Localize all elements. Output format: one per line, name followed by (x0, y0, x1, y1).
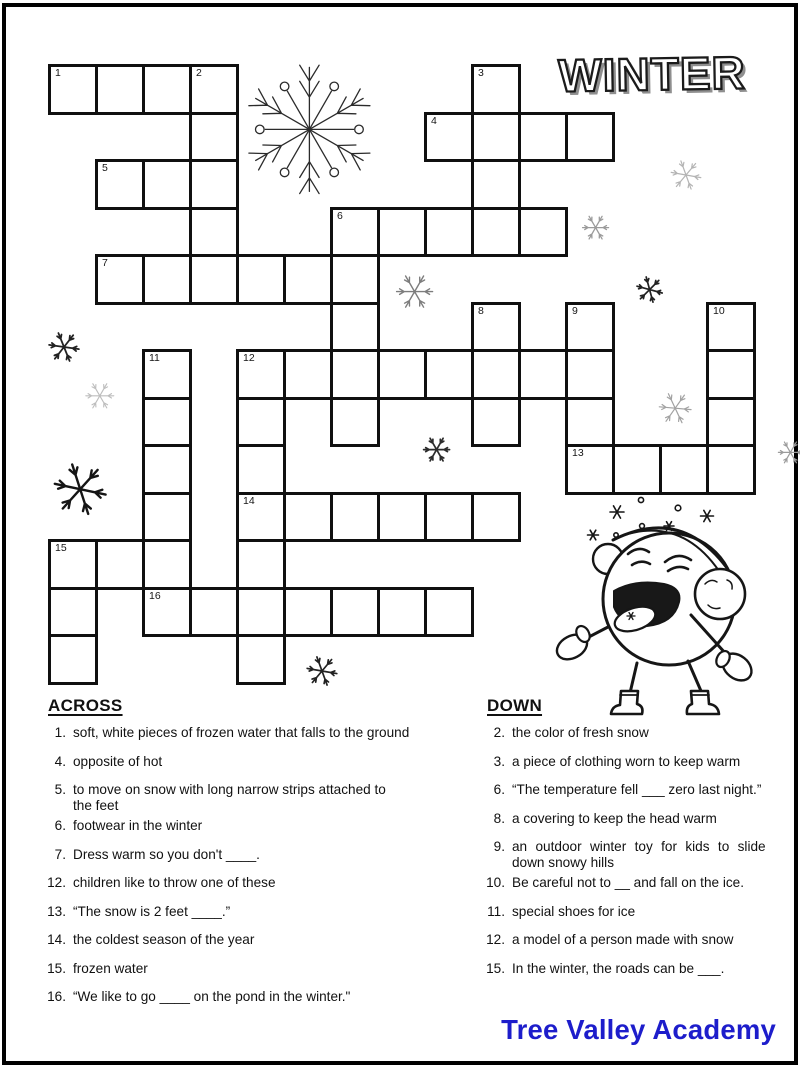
large-snowflake-icon (235, 55, 384, 204)
clue-number: 2. (493, 725, 505, 740)
crossword-cell[interactable] (95, 64, 145, 115)
crossword-cell[interactable] (142, 159, 192, 210)
crossword-cell[interactable] (377, 587, 427, 638)
cell-number: 7 (102, 257, 108, 269)
down-clue (483, 961, 791, 977)
crossword-cell[interactable] (142, 587, 192, 638)
clue-text: soft, white pieces of frozen water that falls to the ground (73, 725, 410, 740)
across-clue (44, 961, 448, 977)
crossword-cell[interactable] (236, 587, 286, 638)
crossword-cell[interactable] (95, 539, 145, 590)
cell-number: 14 (243, 494, 255, 507)
across-heading: ACROSS (48, 696, 123, 715)
crossword-cell[interactable] (330, 302, 380, 353)
cell-number: 11 (149, 352, 160, 364)
clue-number: 15. (47, 960, 66, 976)
crossword-cell[interactable] (283, 492, 333, 543)
crossword-cell[interactable] (189, 112, 239, 163)
crossword-cell[interactable] (330, 492, 380, 543)
clue-text: to move on snow with long narrow strips attached to the feet (73, 782, 386, 813)
clue-number: 15. (486, 960, 505, 976)
crossword-cell[interactable] (142, 254, 192, 305)
clue-text: Be careful not to __ and fall on the ice. (512, 875, 745, 890)
snowflake-icon (421, 434, 452, 465)
clue-text: an outdoor winter toy for kids to slide down snowy hills (512, 839, 766, 870)
clue-number: 1. (54, 725, 66, 740)
cell-number: 10 (713, 304, 725, 317)
crossword-cell[interactable] (377, 492, 427, 543)
crossword-cell[interactable] (236, 254, 286, 305)
clue-number: 13. (47, 903, 66, 919)
crossword-cell[interactable] (330, 587, 380, 638)
clue-number: 8. (493, 810, 505, 826)
snowflake-icon (668, 157, 704, 193)
crossword-cell[interactable] (189, 254, 239, 305)
clue-number: 7. (54, 846, 66, 862)
cell-number: 2 (196, 67, 202, 79)
crossword-cell[interactable] (424, 207, 474, 258)
clue-number: 6. (493, 782, 505, 797)
across-clue (44, 818, 448, 834)
crossword-cell[interactable] (565, 302, 615, 353)
down-clue (483, 875, 791, 891)
earmuff-right (695, 569, 745, 619)
crossword-cell[interactable] (424, 492, 474, 543)
snowflake-icon (580, 212, 611, 243)
down-clue (483, 725, 791, 741)
clue-text: a piece of clothing worn to keep warm (512, 753, 741, 769)
brand-name: Tree Valley Academy (501, 1014, 776, 1045)
across-clue (44, 932, 448, 948)
crossword-cell[interactable] (518, 207, 568, 258)
crossword-cell[interactable] (142, 539, 192, 590)
crossword-cell[interactable] (565, 444, 615, 495)
down-clues-section (483, 696, 791, 989)
crossword-cell[interactable] (236, 444, 286, 495)
clue-text: opposite of hot (73, 753, 163, 769)
crossword-cell[interactable] (471, 159, 521, 210)
cell-number: 1 (55, 67, 61, 79)
across-clue (44, 754, 448, 770)
crossword-cell[interactable] (706, 349, 756, 400)
clue-number: 12. (47, 875, 66, 890)
crossword-cell[interactable] (283, 587, 333, 638)
crossword-cell[interactable] (189, 207, 239, 258)
crossword-cell[interactable] (471, 492, 521, 543)
crossword-cell[interactable] (424, 587, 474, 638)
crossword-cell[interactable] (330, 207, 380, 258)
crossword-cell[interactable] (424, 112, 474, 163)
clue-number: 16. (47, 989, 66, 1004)
cell-number: 3 (478, 67, 484, 79)
crossword-cell[interactable] (565, 349, 615, 400)
across-clue (44, 875, 448, 891)
cell-number: 6 (337, 209, 343, 222)
down-clue (483, 782, 791, 798)
clue-number: 11. (487, 903, 505, 919)
snowflake-icon (776, 438, 800, 467)
cell-number: 8 (478, 304, 484, 317)
worksheet-title: WINTER (557, 46, 747, 102)
snowflake-icon (393, 270, 436, 313)
crossword-cell[interactable] (236, 397, 286, 448)
clue-text: a model of a person made with snow (512, 932, 734, 947)
crossword-cell[interactable] (565, 397, 615, 448)
crossword-cell[interactable] (377, 207, 427, 258)
down-clue (483, 811, 791, 827)
snowflake-icon (634, 274, 665, 305)
clue-text: special shoes for ice (512, 903, 636, 919)
clue-text: the coldest season of the year (73, 932, 255, 947)
crossword-cell[interactable] (518, 112, 568, 163)
clue-text: In the winter, the roads can be ___. (512, 960, 725, 976)
crossword-cell[interactable] (236, 634, 286, 685)
crossword-cell[interactable] (471, 64, 521, 115)
across-clues-section (44, 696, 448, 1018)
clue-number: 9. (493, 839, 505, 854)
crossword-cell[interactable] (424, 349, 474, 400)
crossword-cell[interactable] (236, 349, 286, 400)
clue-text: “We like to go ____ on the pond in the winter." (73, 989, 351, 1004)
crossword-cell[interactable] (236, 539, 286, 590)
across-clue (44, 989, 448, 1005)
cell-number: 13 (572, 447, 584, 459)
clue-text: children like to throw one of these (73, 875, 276, 890)
cell-number: 5 (102, 162, 108, 174)
crossword-cell[interactable] (95, 254, 145, 305)
down-clue (483, 754, 791, 770)
clue-number: 12. (486, 932, 505, 947)
crossword-cell[interactable] (706, 397, 756, 448)
snowflake-icon (46, 329, 82, 365)
cell-number: 12 (243, 352, 255, 364)
crossword-cell[interactable] (142, 397, 192, 448)
cell-number: 16 (149, 589, 161, 602)
crossword-cell[interactable] (565, 112, 615, 163)
crossword-cell[interactable] (471, 112, 521, 163)
crossword-cell[interactable] (95, 159, 145, 210)
crossword-cell[interactable] (471, 302, 521, 353)
across-clue-list (44, 725, 448, 1005)
clue-text: “The snow is 2 feet ____.” (73, 903, 231, 919)
cell-number: 15 (55, 542, 67, 554)
clue-number: 4. (54, 753, 66, 769)
cell-number: 9 (572, 304, 578, 317)
crossword-cell[interactable] (142, 64, 192, 115)
crossword-cell[interactable] (471, 207, 521, 258)
crossword-cell[interactable] (471, 397, 521, 448)
sparkle-snowflakes-icon (588, 497, 714, 539)
crossword-cell[interactable] (142, 444, 192, 495)
down-heading: DOWN (487, 696, 543, 715)
snowflake-icon (49, 458, 111, 520)
clue-text: a covering to keep the head warm (512, 810, 717, 826)
crossword-cell[interactable] (706, 302, 756, 353)
crossword-cell[interactable] (330, 397, 380, 448)
across-clue (44, 847, 448, 863)
crossword-cell[interactable] (48, 64, 98, 115)
snowflake-icon (656, 389, 694, 427)
crossword-cell[interactable] (142, 492, 192, 543)
down-clue (483, 904, 791, 920)
clue-text: Dress warm so you don't ____. (73, 846, 260, 862)
clue-text: “The temperature fell ___ zero last night.” (512, 782, 762, 797)
crossword-cell[interactable] (330, 254, 380, 305)
crossword-cell[interactable] (330, 349, 380, 400)
crossword-cell[interactable] (283, 349, 333, 400)
clue-number: 3. (493, 753, 505, 769)
crossword-cell[interactable] (612, 444, 662, 495)
across-clue (44, 725, 448, 741)
crossword-cell[interactable] (189, 64, 239, 115)
mitten-left (553, 624, 593, 665)
clue-number: 10. (486, 875, 505, 890)
down-clue-list (483, 725, 791, 977)
clue-number: 5. (54, 782, 66, 797)
clue-text: footwear in the winter (73, 818, 203, 833)
clue-text: frozen water (73, 960, 148, 976)
crossword-cell[interactable] (518, 349, 568, 400)
crossword-cell[interactable] (142, 349, 192, 400)
crossword-cell[interactable] (471, 349, 521, 400)
down-clue (483, 839, 791, 871)
crossword-cell[interactable] (377, 349, 427, 400)
clue-text: the color of fresh snow (512, 725, 649, 740)
cell-number: 4 (431, 114, 437, 127)
snowball-character-illustration (545, 492, 780, 727)
crossword-cell[interactable] (189, 587, 239, 638)
crossword-cell[interactable] (48, 634, 98, 685)
across-clue (44, 904, 448, 920)
clue-number: 14. (47, 932, 66, 947)
crossword-cell[interactable] (706, 444, 756, 495)
crossword-cell[interactable] (659, 444, 709, 495)
crossword-cell[interactable] (236, 492, 286, 543)
snowflake-icon (83, 379, 117, 413)
crossword-cell[interactable] (48, 539, 98, 590)
across-clue (44, 782, 448, 814)
crossword-cell[interactable] (283, 254, 333, 305)
down-clue (483, 932, 791, 948)
clue-number: 6. (54, 818, 66, 833)
crossword-cell[interactable] (48, 587, 98, 638)
snowflake-icon (304, 653, 340, 689)
mitten-right (714, 648, 757, 686)
crossword-cell[interactable] (189, 159, 239, 210)
